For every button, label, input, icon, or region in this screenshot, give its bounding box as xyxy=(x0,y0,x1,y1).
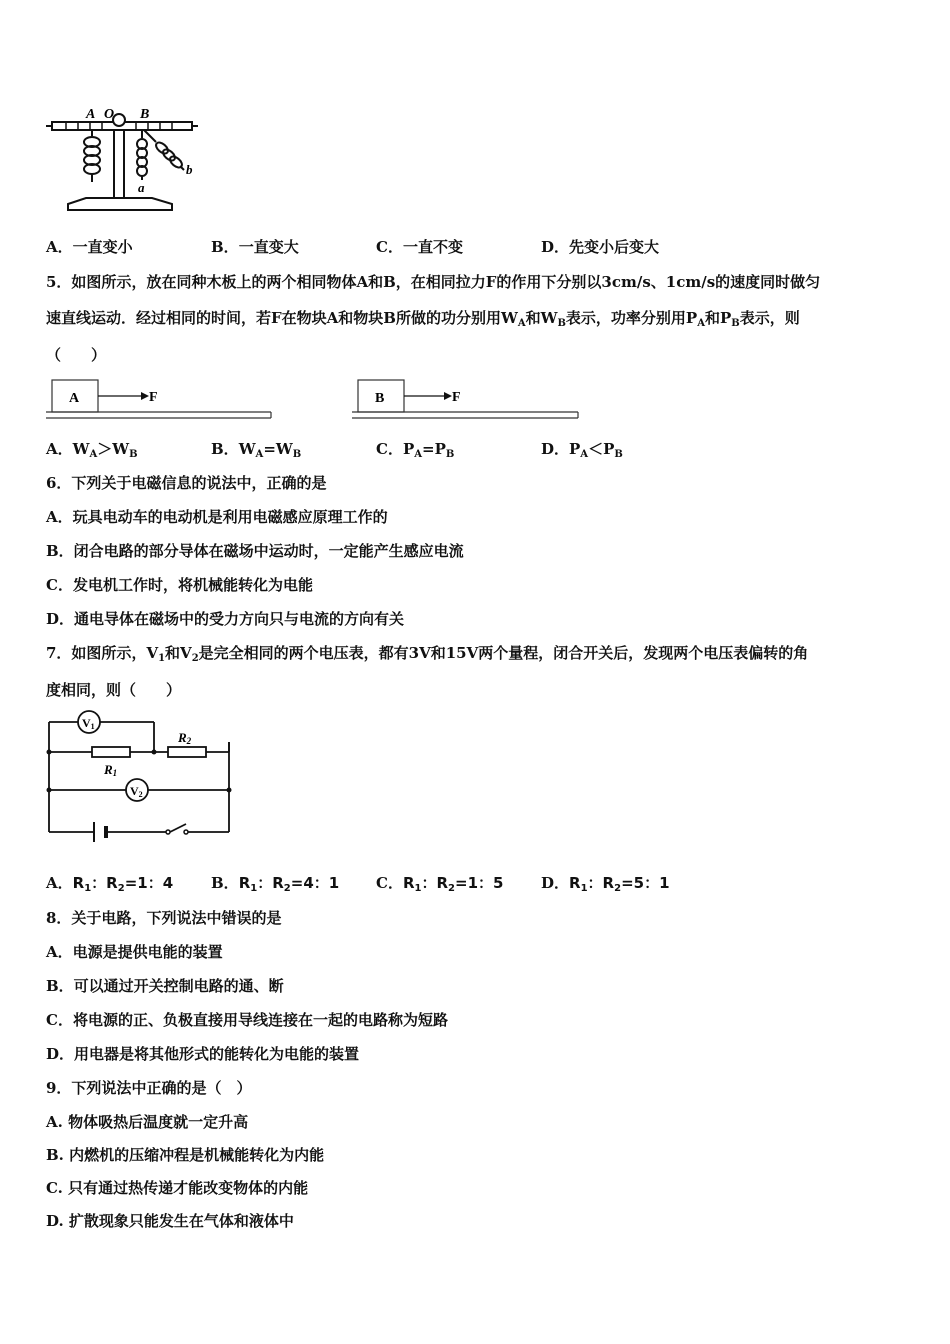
q5-block-b-label: B xyxy=(375,391,385,406)
q5-stem-line3: （ ） xyxy=(46,346,107,364)
q6-option-b[interactable]: B．闭合电路的部分导体在磁场中运动时，一定能产生感应电流 xyxy=(46,542,464,560)
q5-option-b[interactable]: B．$W_A=W_B$ xyxy=(211,440,302,460)
q5-option-c[interactable]: C．$P_A=P_B$ xyxy=(376,440,455,460)
q4-option-c[interactable]: C．一直不变 xyxy=(376,238,463,256)
q7-r2-label: R2 xyxy=(178,730,192,746)
q4-label-a-spring: a xyxy=(138,180,145,195)
q5-stem-line2: 速直线运动．经过相同的时间，若F在物块A和物块B所做的功分别用$W_A$和$W_B$表示，功率分别用$P_A$和$P_B$表示，则 xyxy=(46,309,800,329)
q4-label-a-point: A xyxy=(86,107,96,122)
q5-force-a-label: F xyxy=(149,390,158,405)
q9-stem: 9．下列说法中正确的是（ ） xyxy=(46,1079,252,1097)
q6-option-a[interactable]: A．玩具电动车的电动机是利用电磁感应原理工作的 xyxy=(46,508,388,526)
q7-r1-label: R1 xyxy=(104,762,118,778)
q5-force-b-label: F xyxy=(452,390,461,405)
q7-v1-label: V1 xyxy=(82,716,95,731)
q6-stem: 6．下列关于电磁信息的说法中，正确的是 xyxy=(46,474,327,492)
q7-v2-label: V2 xyxy=(130,784,143,799)
q7-option-a[interactable]: A．$R_1$：$R_2=1$：4 xyxy=(46,874,174,894)
q5-block-figures xyxy=(46,376,586,426)
q5-stem-line1: 5．如图所示，放在同种木板上的两个相同物体A和B，在相同拉力F的作用下分别以3cm/s、1cm/s的速度同时做匀 xyxy=(46,273,821,291)
q4-lever-figure xyxy=(46,104,206,214)
q8-option-c[interactable]: C．将电源的正、负极直接用导线连接在一起的电路称为短路 xyxy=(46,1011,448,1029)
q7-option-c[interactable]: C．$R_1$：$R_2=1$：5 xyxy=(376,874,504,894)
q8-stem: 8．关于电路，下列说法中错误的是 xyxy=(46,909,282,927)
q7-option-d[interactable]: D．$R_1$：$R_2=5$：1 xyxy=(541,874,670,894)
q7-stem-line2: 度相同，则（ ） xyxy=(46,681,182,699)
q9-option-b[interactable]: B. 内燃机的压缩冲程是机械能转化为内能 xyxy=(46,1146,325,1164)
q7-option-b[interactable]: B．$R_1$：$R_2=4$：1 xyxy=(211,874,340,894)
q9-option-a[interactable]: A. 物体吸热后温度就一定升高 xyxy=(46,1113,249,1131)
q5-option-d[interactable]: D．$P_A<P_B$ xyxy=(541,440,623,460)
q6-option-d[interactable]: D．通电导体在磁场中的受力方向只与电流的方向有关 xyxy=(46,610,405,628)
q8-option-a[interactable]: A．电源是提供电能的装置 xyxy=(46,943,223,961)
q8-option-d[interactable]: D．用电器是将其他形式的能转化为电能的装置 xyxy=(46,1045,360,1063)
q8-option-b[interactable]: B．可以通过开关控制电路的通、断 xyxy=(46,977,284,995)
q7-stem-line1: 7．如图所示，$V_1$和$V_2$是完全相同的两个电压表，都有3V和15V两个量程，闭合开关后，发现两个电压表偏转的角 xyxy=(46,644,809,664)
q6-option-c[interactable]: C．发电机工作时，将机械能转化为电能 xyxy=(46,576,313,594)
q4-label-o: O xyxy=(104,107,115,122)
q4-option-a[interactable]: A．一直变小 xyxy=(46,238,133,256)
q4-label-b-spring: b xyxy=(186,162,193,177)
q7-circuit-figure xyxy=(46,712,236,842)
q4-label-b-point: B xyxy=(140,107,150,122)
q9-option-d[interactable]: D. 扩散现象只能发生在气体和液体中 xyxy=(46,1212,294,1230)
q4-option-d[interactable]: D．先变小后变大 xyxy=(541,238,660,256)
q4-option-b[interactable]: B．一直变大 xyxy=(211,238,299,256)
q5-block-a-label: A xyxy=(69,391,80,406)
q9-option-c[interactable]: C. 只有通过热传递才能改变物体的内能 xyxy=(46,1179,309,1197)
q5-option-a[interactable]: A．$W_A>W_B$ xyxy=(46,440,138,460)
